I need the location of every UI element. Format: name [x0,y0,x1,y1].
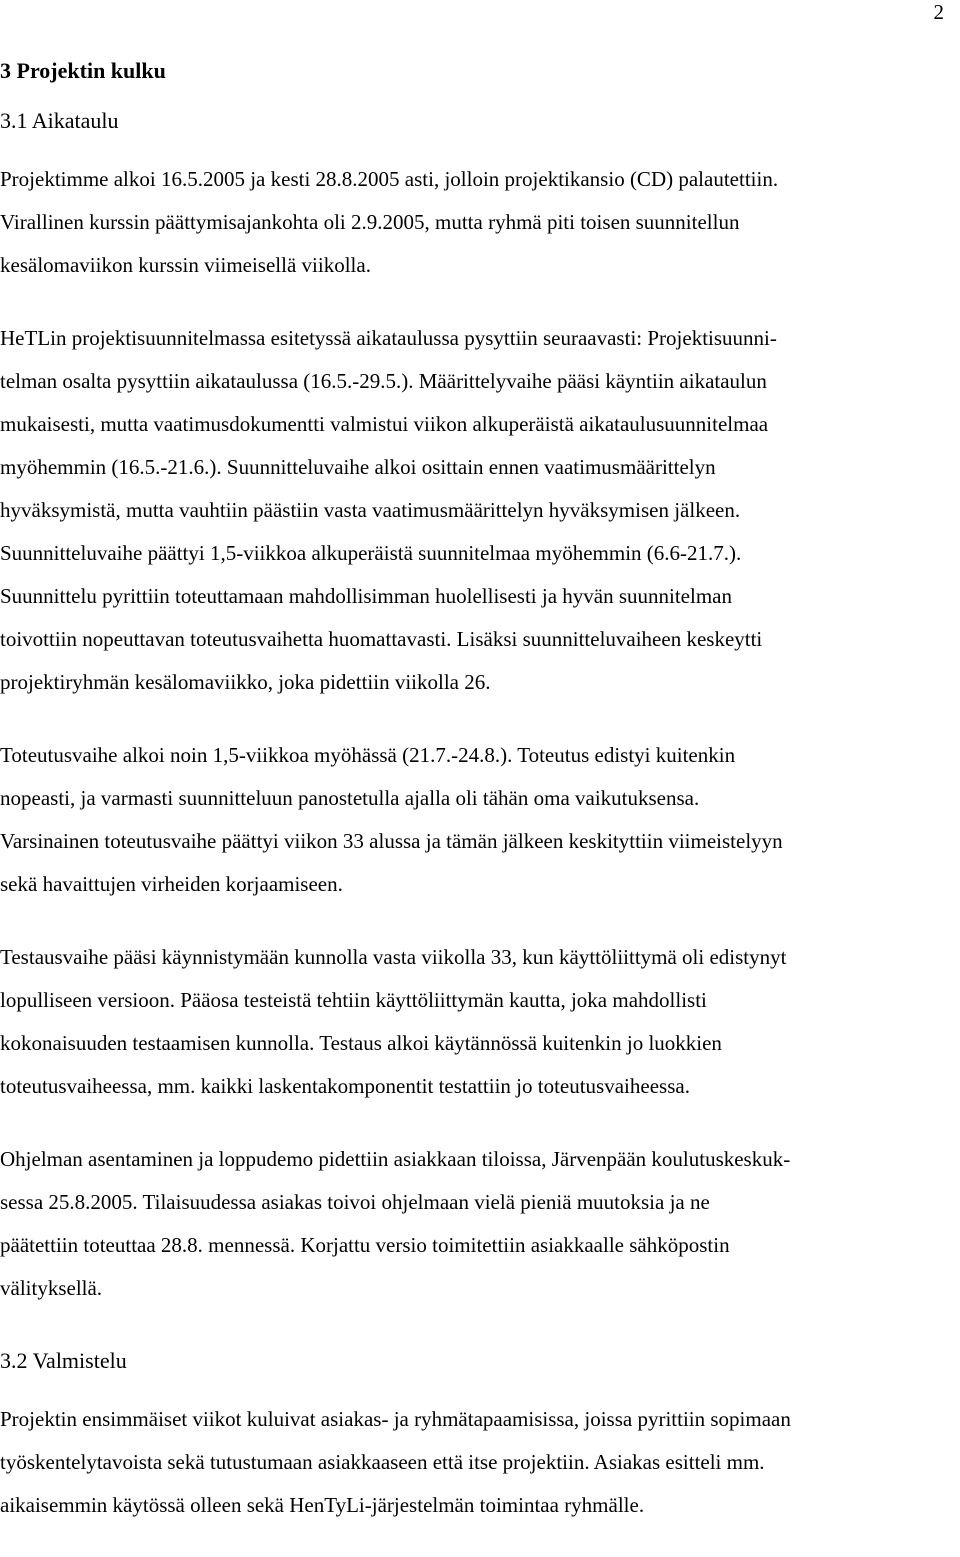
page-number: 2 [933,0,944,24]
paragraph-project-plan [0,317,960,704]
paragraph-testing [0,936,960,1108]
text-line: sessa 25.8.2005. Tilaisuudessa asiakas toivoi ohjelmaan vielä pieniä muutoksia ja ne [0,1190,710,1214]
text-line: myöhemmin (16.5.-21.6.). Suunnitteluvaihe alkoi osittain ennen vaatimusmäärittelyn [0,455,716,479]
section-heading-aikataulu: 3.1 Aikataulu [0,108,119,133]
paragraph-implementation [0,734,960,906]
text-line: päätettiin toteuttaa 28.8. mennessä. Korjattu versio toimitettiin asiakkaalle sähköpostin [0,1233,730,1257]
text-line: aikaisemmin käytössä olleen sekä HenTyLi-järjestelmän toimintaa ryhmälle. [0,1493,645,1517]
text-line: välityksellä. [0,1276,103,1300]
text-line: kokonaisuuden testaamisen kunnolla. Testaus alkoi käytännössä kuitenkin jo luokkien [0,1031,722,1055]
chapter-heading: 3 Projektin kulku [0,58,166,83]
text-line: projektiryhmän kesälomaviikko, joka pidettiin viikolla 26. [0,670,491,694]
text-line: kesälomaviikon kurssin viimeisellä viikolla. [0,253,371,277]
text-line: Testausvaihe pääsi käynnistymään kunnolla vasta viikolla 33, kun käyttöliittymä oli edistynyt [0,945,787,969]
text-line: nopeasti, ja varmasti suunnitteluun panostetulla ajalla oli tähän oma vaikutuksensa. [0,786,700,810]
text-line: sekä havaittujen virheiden korjaamiseen. [0,872,343,896]
text-line: toivottiin nopeuttavan toteutusvaihetta huomattavasti. Lisäksi suunnitteluvaiheen keskeytti [0,627,763,651]
text-line: hyväksymistä, mutta vauhtiin päästiin vasta vaatimusmäärittelyn hyväksymisen jälkeen. [0,498,741,522]
paragraph-preparation [0,1398,960,1527]
paragraph-installation [0,1138,960,1310]
text-line: Ohjelman asentaminen ja loppudemo pidettiin asiakkaan tiloissa, Järvenpään koulutuskeskuk- [0,1147,791,1171]
text-line: telman osalta pysyttiin aikataulussa (16.5.-29.5.). Määrittelyvaihe pääsi käyntiin aikataulun [0,369,767,393]
text-line: HeTLin projektisuunnitelmassa esitetyssä aikataulussa pysyttiin seuraavasti: Projektisuunni- [0,326,777,350]
text-line: mukaisesti, mutta vaatimusdokumentti valmistui viikon alkuperäistä aikataulusuunnitelmaa [0,412,769,436]
text-line: Virallinen kurssin päättymisajankohta oli 2.9.2005, mutta ryhmä piti toisen suunnitellun [0,210,740,234]
text-line: Suunnittelu pyrittiin toteuttamaan mahdollisimman huolellisesti ja hyvän suunnitelman [0,584,732,608]
paragraph-schedule-overview [0,158,960,287]
text-line: työskentelytavoista sekä tutustumaan asiakkaaseen että itse projektiin. Asiakas esitteli mm. [0,1450,765,1474]
document-body [0,54,960,1557]
text-line: Projektimme alkoi 16.5.2005 ja kesti 28.8.2005 asti, jolloin projektikansio (CD) palautettiin. [0,167,779,191]
text-line: Varsinainen toteutusvaihe päättyi viikon 33 alussa ja tämän jälkeen keskityttiin viimeistelyyn [0,829,783,853]
text-line: toteutusvaiheessa, mm. kaikki laskentakomponentit testattiin jo toteutusvaiheessa. [0,1074,690,1098]
text-line: Projektin ensimmäiset viikot kuluivat asiakas- ja ryhmätapaamisissa, joissa pyrittiin sopimaan [0,1407,791,1431]
text-line: Toteutusvaihe alkoi noin 1,5-viikkoa myöhässä (21.7.-24.8.). Toteutus edistyi kuitenkin [0,743,736,767]
text-line: Suunnitteluvaihe päättyi 1,5-viikkoa alkuperäistä suunnitelmaa myöhemmin (6.6-21.7.). [0,541,742,565]
text-line: lopulliseen versioon. Pääosa testeistä tehtiin käyttöliittymän kautta, joka mahdollisti [0,988,707,1012]
section-heading-valmistelu: 3.2 Valmistelu [0,1348,127,1373]
